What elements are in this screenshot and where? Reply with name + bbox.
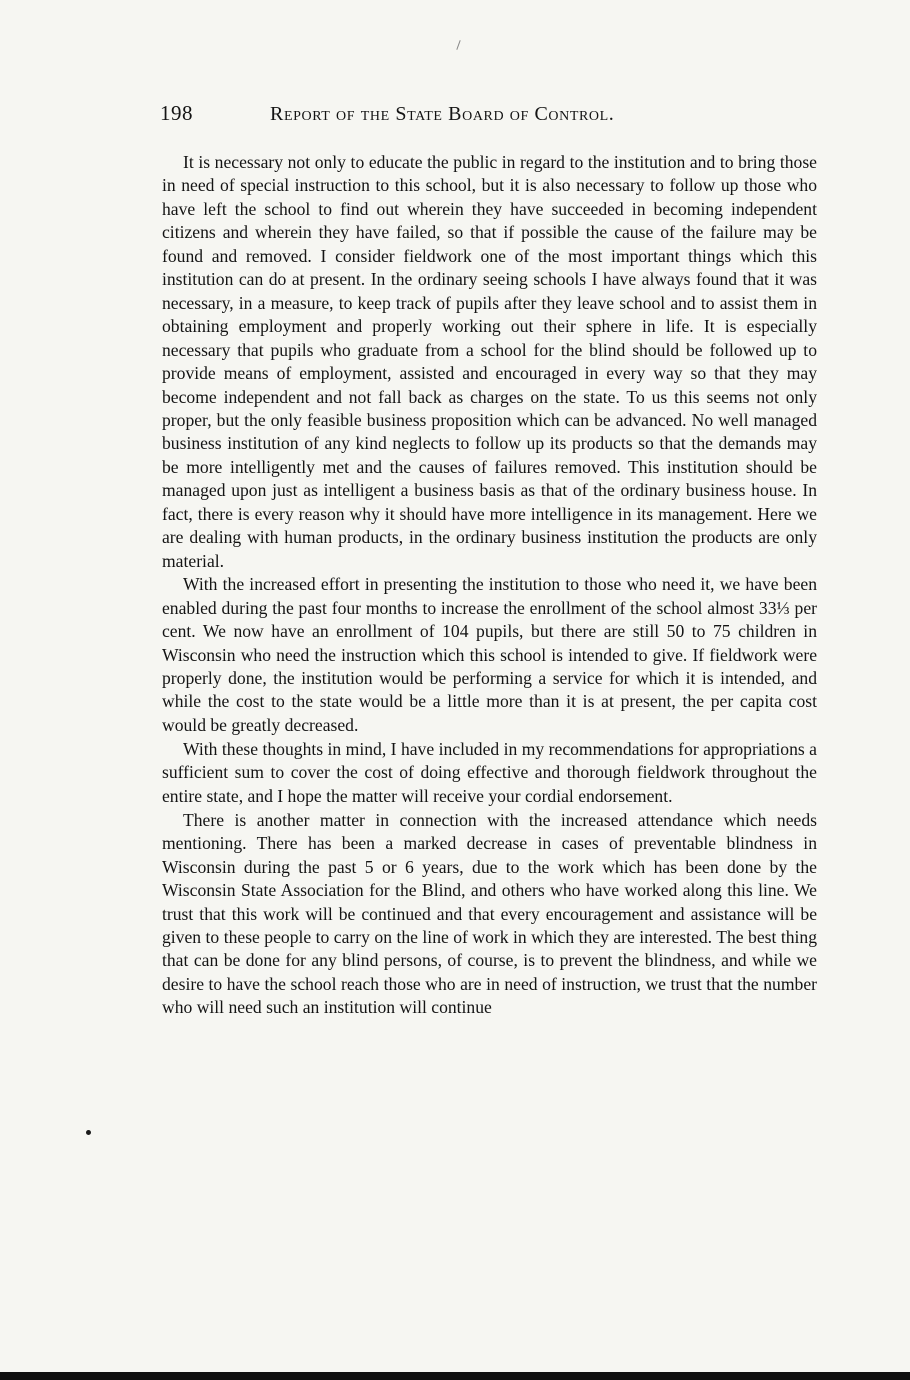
scan-speck: [456, 40, 460, 50]
page-number: 198: [160, 101, 193, 125]
scan-speck: [86, 1130, 91, 1135]
running-head: Report of the State Board of Control.: [270, 103, 615, 125]
scan-edge: [0, 1372, 910, 1380]
paragraph-enrollment: With the increased effort in presenting the institution to those who need it, we have been enabled during the past four months to increase the enrollment of the school almost 33⅓ per cent. We now have an enrollment of 104 pupils, but there are still 50 to 75 children in Wisconsin who need the instruction which this school is intended to give. If fieldwork were properly done, the institution would be performing a service for which it is intended, and while the cost to the state would be a little more than it is at present, the per capita cost would be greatly decreased.: [162, 574, 817, 735]
paragraph-fieldwork: It is necessary not only to educate the public in regard to the institution and to bring those in need of special instruction to this school, but it is also necessary to follow up those who have left the school to find out wherein they have succeeded in becoming independent citizens and wherein they have failed, so that if possible the cause of the failure may be found and removed. I consider fieldwork one of the most important things which this institution can do at present. In the ordinary seeing schools I have always found that it was necessary, in a measure, to keep track of pupils after they leave school and to assist them in obtaining employment and properly working out their sphere in life. It is especially necessary that pupils who graduate from a school for the blind should be followed up to provide means of employment, assisted and encouraged in every way so that they may become independent and not fall back as charges on the state. To us this seems not only proper, but the only feasible business proposition which can be advanced. No well managed business institution of any kind neglects to follow up its products so that the demands may be more intelligently met and the causes of failures removed. This institution should be managed upon just as intelligent a business basis as that of the ordinary business house. In fact, there is every reason why it should have more intelligence in its management. Here we are dealing with human products, in the ordinary business institution the products are only material.: [162, 152, 817, 571]
paragraph-preventable-blindness: There is another matter in connection with the increased attendance which needs mentioning. There has been a marked decrease in cases of preventable blindness in Wisconsin during the past 5 or 6 years, due to the work which has been done by the Wisconsin State Association for the Blind, and others who have worked along this line. We trust that this work will be continued and that every encouragement and assistance will be given to these people to carry on the line of work in which they are interested. The best thing that can be done for any blind persons, of course, is to prevent the blindness, and while we desire to have the school reach those who are in need of instruction, we trust that the number who will need such an institution will continue: [162, 809, 817, 1018]
body-text: [162, 151, 817, 1020]
paragraph-appropriations: With these thoughts in mind, I have included in my recommendations for appropriations a sufficient sum to cover the cost of doing effective and thorough fieldwork throughout the entire state, and I hope the matter will receive your cordial endorsement.: [162, 738, 817, 806]
